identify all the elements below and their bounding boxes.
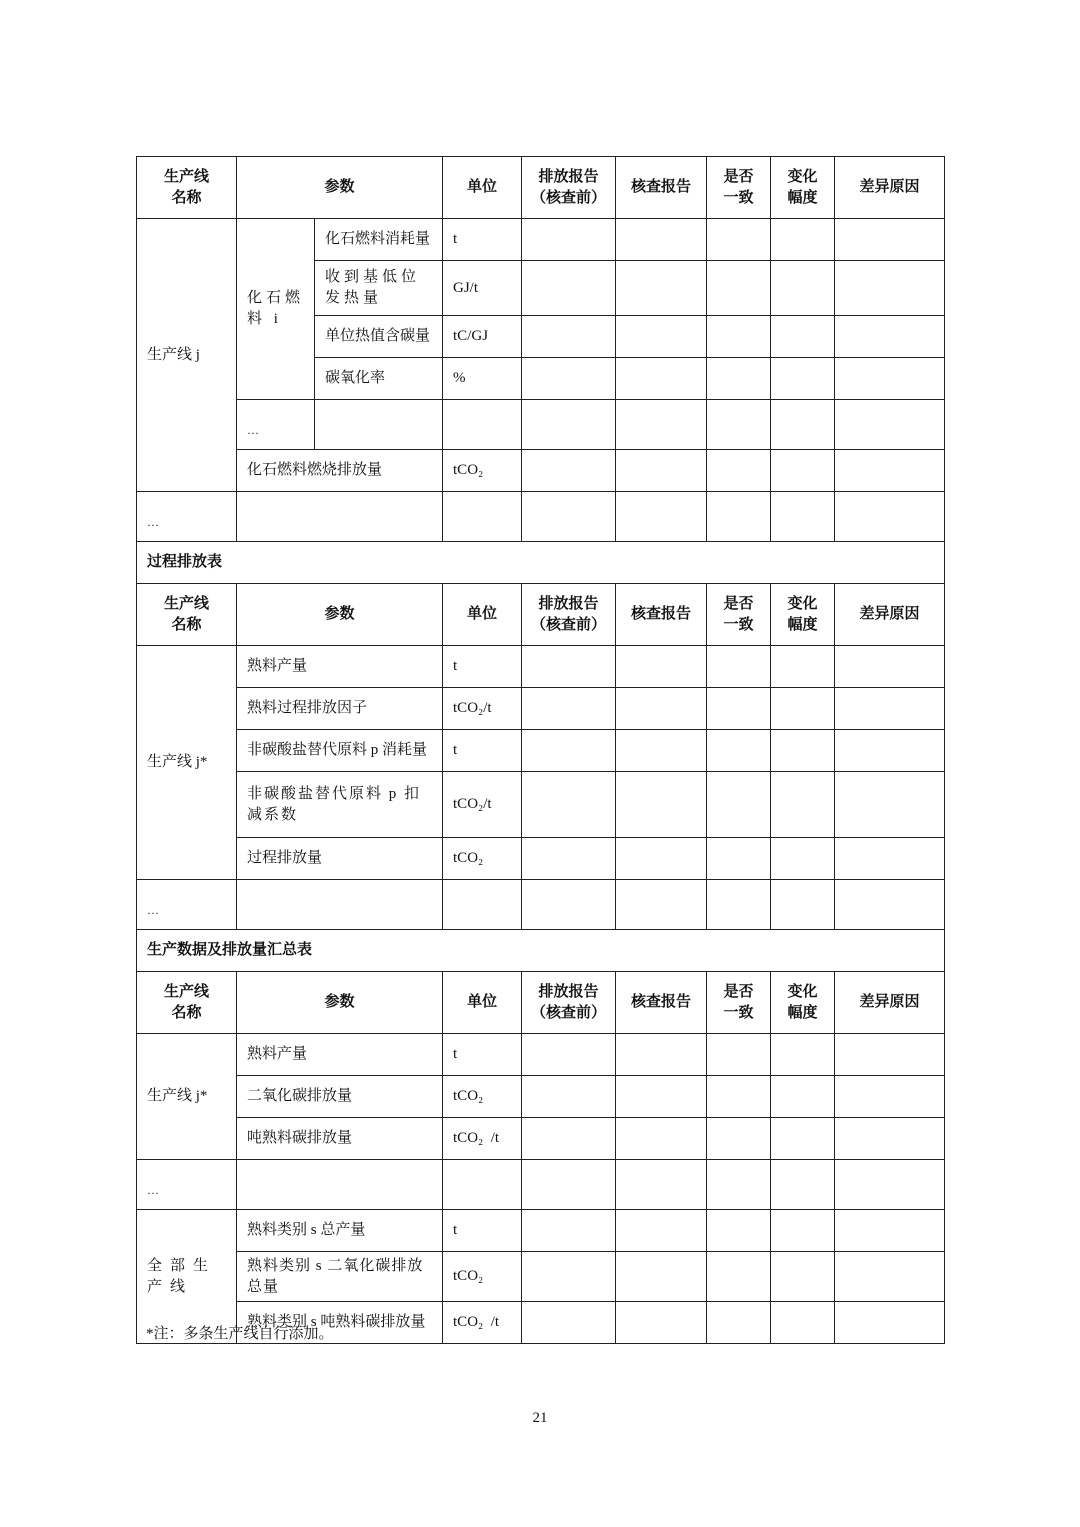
- value-cell[interactable]: [522, 838, 616, 880]
- ellipsis: …: [137, 492, 237, 542]
- value-cell[interactable]: [522, 1252, 616, 1302]
- unit: t: [443, 730, 522, 772]
- header-cell: 排放报告 （核查前）: [522, 584, 616, 646]
- unit: t: [443, 1034, 522, 1076]
- table-row: [137, 492, 945, 542]
- param: 熟料过程排放因子: [237, 688, 443, 730]
- header-cell: 差异原因: [835, 584, 945, 646]
- value-cell[interactable]: [616, 1118, 707, 1160]
- table-row: [137, 1210, 945, 1252]
- value-cell[interactable]: [771, 1252, 835, 1302]
- value-cell[interactable]: [707, 1076, 771, 1118]
- unit: t: [443, 646, 522, 688]
- value-cell[interactable]: [707, 880, 771, 930]
- value-cell[interactable]: [522, 730, 616, 772]
- unit: tCO₂: [443, 1252, 522, 1302]
- unit: tCO₂: [443, 838, 522, 880]
- param: 收到基低位发热量: [315, 261, 443, 316]
- param: 非碳酸盐替代原料 p 消耗量: [237, 730, 443, 772]
- value-cell[interactable]: [522, 1118, 616, 1160]
- value-cell[interactable]: [707, 688, 771, 730]
- unit: tCO₂/t: [443, 772, 522, 838]
- unit: t: [443, 219, 522, 261]
- line-name: 全部生产线: [137, 1210, 237, 1344]
- value-cell[interactable]: [835, 730, 945, 772]
- header-cell: 单位: [443, 972, 522, 1034]
- footnote: *注：多条生产线自行添加。: [146, 1326, 334, 1342]
- section-title: 过程排放表: [137, 542, 945, 584]
- value-cell[interactable]: [771, 450, 835, 492]
- header-cell: 参数: [237, 972, 443, 1034]
- value-cell[interactable]: [835, 219, 945, 261]
- value-cell[interactable]: [522, 688, 616, 730]
- header-cell: 差异原因: [835, 972, 945, 1034]
- value-cell[interactable]: [835, 1034, 945, 1076]
- header-cell: 生产线 名称: [137, 584, 237, 646]
- header-cell: 参数: [237, 584, 443, 646]
- value-cell[interactable]: [616, 646, 707, 688]
- value-cell[interactable]: [616, 1160, 707, 1210]
- value-cell[interactable]: [522, 1210, 616, 1252]
- header-cell: 参数: [237, 157, 443, 219]
- page-number: 21: [532, 1410, 548, 1426]
- header-cell: 变化 幅度: [771, 584, 835, 646]
- value-cell[interactable]: [616, 730, 707, 772]
- value-cell[interactable]: [522, 358, 616, 400]
- value-cell[interactable]: [835, 492, 945, 542]
- section-title: 生产数据及排放量汇总表: [137, 930, 945, 972]
- value-cell[interactable]: [616, 772, 707, 838]
- value-cell[interactable]: [771, 772, 835, 838]
- value-cell[interactable]: [616, 1034, 707, 1076]
- value-cell[interactable]: [835, 1210, 945, 1252]
- value-cell[interactable]: [835, 450, 945, 492]
- value-cell[interactable]: [771, 880, 835, 930]
- table-row: [137, 880, 945, 930]
- value-cell[interactable]: [707, 450, 771, 492]
- value-cell[interactable]: [771, 1076, 835, 1118]
- value-cell[interactable]: [522, 492, 616, 542]
- param: 碳氧化率: [315, 358, 443, 400]
- value-cell[interactable]: [771, 219, 835, 261]
- value-cell[interactable]: [616, 316, 707, 358]
- header-cell: 核查报告: [616, 157, 707, 219]
- header-cell: 核查报告: [616, 972, 707, 1034]
- value-cell[interactable]: [707, 492, 771, 542]
- value-cell[interactable]: [771, 316, 835, 358]
- value-cell[interactable]: [835, 1160, 945, 1210]
- unit: t: [443, 1210, 522, 1252]
- value-cell[interactable]: [522, 1034, 616, 1076]
- value-cell[interactable]: [707, 1160, 771, 1210]
- header-cell: 核查报告: [616, 584, 707, 646]
- value-cell[interactable]: [522, 772, 616, 838]
- value-cell[interactable]: [835, 400, 945, 450]
- value-cell[interactable]: [835, 646, 945, 688]
- value-cell[interactable]: [771, 358, 835, 400]
- value-cell[interactable]: [616, 1252, 707, 1302]
- line-name: 生产线 j*: [137, 646, 237, 880]
- section-title-row: [137, 542, 945, 584]
- value-cell[interactable]: [835, 772, 945, 838]
- value-cell[interactable]: [835, 1076, 945, 1118]
- table-row: [137, 1076, 945, 1118]
- table-row: [137, 400, 945, 450]
- value-cell[interactable]: [835, 1302, 945, 1344]
- line-name: 生产线 j: [137, 219, 237, 492]
- value-cell[interactable]: [835, 688, 945, 730]
- param: 化石燃料消耗量: [315, 219, 443, 261]
- empty-cell[interactable]: [443, 492, 522, 542]
- fuel-group: 化石燃料 i: [237, 219, 315, 400]
- value-cell[interactable]: [616, 261, 707, 316]
- ellipsis: …: [137, 1160, 237, 1210]
- value-cell[interactable]: [707, 358, 771, 400]
- table-row: [137, 1252, 945, 1302]
- empty-cell[interactable]: [443, 1160, 522, 1210]
- value-cell[interactable]: [707, 261, 771, 316]
- value-cell[interactable]: [707, 316, 771, 358]
- value-cell[interactable]: [522, 316, 616, 358]
- value-cell[interactable]: [522, 400, 616, 450]
- value-cell[interactable]: [771, 730, 835, 772]
- value-cell[interactable]: [835, 261, 945, 316]
- unit: tC/GJ: [443, 316, 522, 358]
- value-cell[interactable]: [771, 400, 835, 450]
- unit: tCO₂ /t: [443, 1302, 522, 1344]
- value-cell[interactable]: [522, 1076, 616, 1118]
- empty-cell[interactable]: [443, 880, 522, 930]
- value-cell[interactable]: [616, 880, 707, 930]
- value-cell[interactable]: [616, 1210, 707, 1252]
- table-row: [137, 1160, 945, 1210]
- header-cell: 生产线 名称: [137, 157, 237, 219]
- value-cell[interactable]: [522, 261, 616, 316]
- value-cell[interactable]: [616, 492, 707, 542]
- header-row: [137, 157, 945, 219]
- value-cell[interactable]: [522, 1302, 616, 1344]
- table-row: [137, 1118, 945, 1160]
- table-row: [137, 838, 945, 880]
- ellipsis: …: [237, 400, 315, 450]
- value-cell[interactable]: [707, 646, 771, 688]
- value-cell[interactable]: [522, 219, 616, 261]
- value-cell[interactable]: [835, 1252, 945, 1302]
- empty-cell[interactable]: [237, 1160, 443, 1210]
- value-cell[interactable]: [707, 1034, 771, 1076]
- value-cell[interactable]: [835, 880, 945, 930]
- header-cell: 单位: [443, 157, 522, 219]
- value-cell[interactable]: [835, 316, 945, 358]
- value-cell[interactable]: [616, 400, 707, 450]
- header-cell: 排放报告 （核查前）: [522, 157, 616, 219]
- value-cell[interactable]: [771, 646, 835, 688]
- header-cell: 排放报告 （核查前）: [522, 972, 616, 1034]
- line-name: 生产线 j*: [137, 1034, 237, 1160]
- table-row: [137, 772, 945, 838]
- empty-cell[interactable]: [443, 400, 522, 450]
- param: 过程排放量: [237, 838, 443, 880]
- value-cell[interactable]: [522, 450, 616, 492]
- value-cell[interactable]: [616, 1076, 707, 1118]
- table-row: [137, 730, 945, 772]
- value-cell[interactable]: [522, 646, 616, 688]
- param: 单位热值含碳量: [315, 316, 443, 358]
- table-row: [137, 1034, 945, 1076]
- param: 化石燃料燃烧排放量: [237, 450, 443, 492]
- value-cell[interactable]: [707, 838, 771, 880]
- header-cell: 是否 一致: [707, 157, 771, 219]
- value-cell[interactable]: [522, 1160, 616, 1210]
- header-cell: 变化 幅度: [771, 157, 835, 219]
- header-cell: 单位: [443, 584, 522, 646]
- value-cell[interactable]: [616, 450, 707, 492]
- param: 熟料类别 s 总产量: [237, 1210, 443, 1252]
- value-cell[interactable]: [771, 1118, 835, 1160]
- value-cell[interactable]: [707, 1118, 771, 1160]
- table-row: [137, 450, 945, 492]
- value-cell[interactable]: [771, 1210, 835, 1252]
- value-cell[interactable]: [522, 880, 616, 930]
- value-cell[interactable]: [771, 1034, 835, 1076]
- value-cell[interactable]: [707, 400, 771, 450]
- unit: GJ/t: [443, 261, 522, 316]
- value-cell[interactable]: [771, 492, 835, 542]
- value-cell[interactable]: [771, 1302, 835, 1344]
- param: 熟料产量: [237, 1034, 443, 1076]
- value-cell[interactable]: [707, 219, 771, 261]
- value-cell[interactable]: [835, 838, 945, 880]
- unit: %: [443, 358, 522, 400]
- unit: tCO₂: [443, 450, 522, 492]
- header-cell: 是否 一致: [707, 972, 771, 1034]
- header-row: [137, 584, 945, 646]
- value-cell[interactable]: [835, 358, 945, 400]
- empty-cell[interactable]: [237, 492, 443, 542]
- header-cell: 是否 一致: [707, 584, 771, 646]
- param: 熟料类别 s 二氧化碳排放总量: [237, 1252, 443, 1302]
- value-cell[interactable]: [771, 261, 835, 316]
- param: 熟料产量: [237, 646, 443, 688]
- value-cell[interactable]: [771, 688, 835, 730]
- value-cell[interactable]: [771, 838, 835, 880]
- value-cell[interactable]: [616, 358, 707, 400]
- value-cell[interactable]: [707, 1252, 771, 1302]
- value-cell[interactable]: [707, 730, 771, 772]
- table-row: [137, 688, 945, 730]
- value-cell[interactable]: [707, 772, 771, 838]
- header-cell: 差异原因: [835, 157, 945, 219]
- param: 熟料类别 s 吨熟料碳排放量: [237, 1302, 443, 1344]
- value-cell[interactable]: [835, 1118, 945, 1160]
- value-cell[interactable]: [771, 1160, 835, 1210]
- value-cell[interactable]: [616, 838, 707, 880]
- table-row: [137, 219, 945, 261]
- value-cell[interactable]: [616, 1302, 707, 1344]
- header-cell: 变化 幅度: [771, 972, 835, 1034]
- empty-cell[interactable]: [315, 400, 443, 450]
- value-cell[interactable]: [707, 1210, 771, 1252]
- ellipsis: …: [137, 880, 237, 930]
- unit: tCO₂/t: [443, 688, 522, 730]
- param: 非碳酸盐替代原料 p 扣减系数: [237, 772, 443, 838]
- unit: tCO₂ /t: [443, 1118, 522, 1160]
- value-cell[interactable]: [616, 219, 707, 261]
- value-cell[interactable]: [616, 688, 707, 730]
- header-row: [137, 972, 945, 1034]
- table-row: [137, 646, 945, 688]
- param: 吨熟料碳排放量: [237, 1118, 443, 1160]
- section-title-row: [137, 930, 945, 972]
- param: 二氧化碳排放量: [237, 1076, 443, 1118]
- value-cell[interactable]: [707, 1302, 771, 1344]
- empty-cell[interactable]: [237, 880, 443, 930]
- header-cell: 生产线 名称: [137, 972, 237, 1034]
- verification-table: [136, 156, 945, 1344]
- unit: tCO₂: [443, 1076, 522, 1118]
